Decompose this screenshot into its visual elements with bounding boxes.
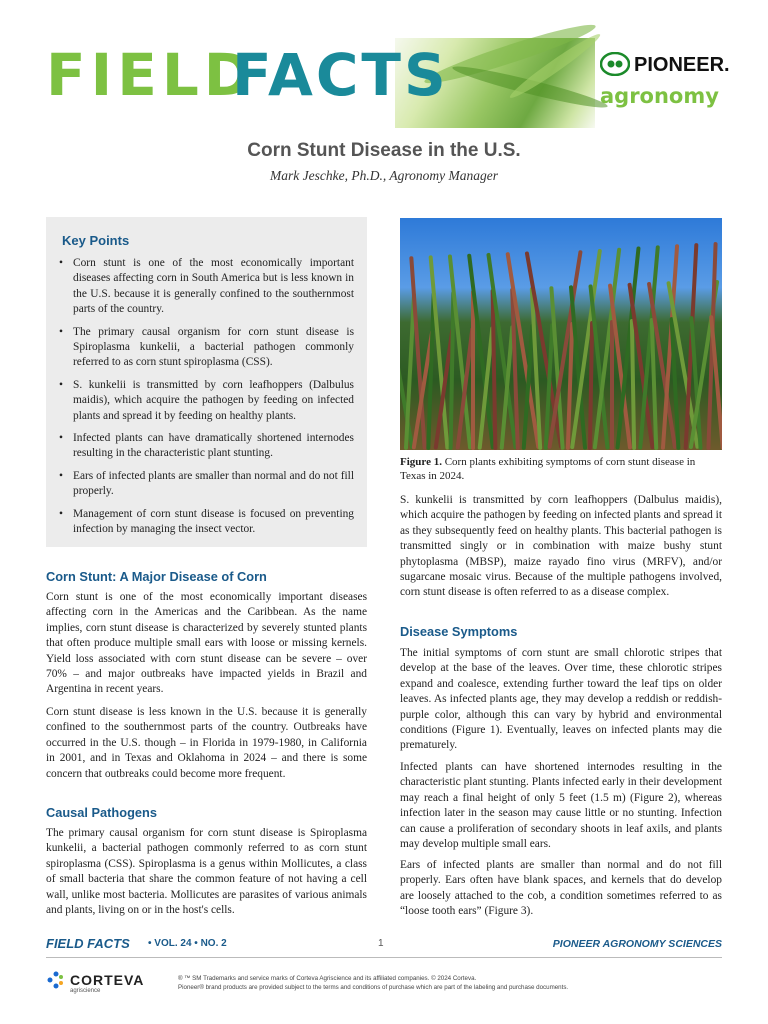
key-point-item: • Corn stunt is one of the most economically important diseases affecting corn in South America but is less known in the U.S. because it is generally confined to the southernmost parts of the country. — [58, 256, 354, 318]
footer-publisher: PIONEER AGRONOMY SCIENCES — [552, 938, 722, 950]
corteva-sub: agriscience — [70, 988, 101, 994]
paragraph: S. kunkelii is transmitted by corn leafhoppers (Dalbulus maidis), which acquire the pathogen by feeding on infected plants and spread it as they subsequently feed on healthy plants. This bacterial pathogen is transmitted singly or in combination with maize bushy stunt phytoplasma (MBSP), maize rayado fino virus (MRFV), and/or sugarcane mosaic virus. Because of the multiple pathogens involved, corn stunt disease is often referred to as a disease complex. — [400, 494, 722, 599]
document-title: Corn Stunt Disease in the U.S. — [247, 140, 521, 161]
pioneer-brand: PIONEER. — [634, 54, 730, 76]
corn-stalk — [610, 320, 614, 450]
page-number: 1 — [378, 938, 384, 949]
key-point-item: • Ears of infected plants are smaller than normal and do not fill properly. — [58, 469, 354, 500]
agronomy-brand: agronomy — [600, 84, 719, 108]
key-point-item: • S. kunkelii is transmitted by corn leafhoppers (Dalbulus maidis), which acquire the pathogen by feeding on infected plants and spread it by feeding on healthy plants. — [58, 378, 354, 424]
corteva-brand: CORTEVA — [70, 972, 145, 988]
figure-1-corn-field-photo — [400, 218, 722, 450]
figure-label: Figure 1. — [400, 456, 442, 468]
key-point-item: • Management of corn stunt disease is focused on preventing infection by managing the insect vector. — [58, 507, 354, 538]
paragraph: Corn stunt is one of the most economically important diseases affecting corn in the Americas and the Caribbean. As the name implies, corn stunt disease is characterized by severely stunted plants that often produce multiple small ears with loose or missing kernels. Yield loss associated with corn stunt disease can be severe – over 70% – and major outbreaks have impacted yields in Brazil and Argentina in recent years. — [46, 591, 367, 696]
section-heading-major-disease: Corn Stunt: A Major Disease of Corn — [46, 569, 267, 584]
paragraph: The initial symptoms of corn stunt are small chlorotic stripes that develop at the base of the leaves. Over time, these chlorotic stripes expand and coalesce, extending further toward the leaf tips on older leaves. As infected plants age, they may develop a reddish or reddish-purple color, although this can vary by hybrid and environmental conditions (Figure 1). Eventually, leaves on infected plants may die prematurely. — [400, 647, 722, 752]
footer-volume: • VOL. 24 • NO. 2 — [148, 938, 227, 949]
legal-line: Pioneer® brand products are provided subject to the terms and conditions of purchase which are part of the labeling and purchase documents. — [178, 984, 569, 991]
masthead-title-field: FIELD — [46, 41, 257, 109]
corteva-logo-icon — [46, 970, 66, 990]
paragraph: Ears of infected plants are smaller than normal and do not fill properly. Ears often have blank spaces, and kernels that do develop are loosely attached to the cob, a condition sometimes referred to as “loose tooth ears” (Figure 3). — [400, 859, 722, 918]
paragraph: Corn stunt disease is less known in the U.S. because it is generally confined to the southernmost parts of the country. Outbreaks have occurred in the U.S. though – in Florida in 1979-1980, in California in 2001, and in Texas and Oklahoma in 2024 – and there is some concern that outbreaks could become more frequent. — [46, 706, 367, 780]
paragraph: The primary causal organism for corn stunt disease is Spiroplasma kunkelii, a bacterial pathogen commonly referred to as corn stunt spiroplasma (CSS). Spiroplasma is a genus within Mollicutes, a class of small bacteria that share the common feature of not having a cell wall, unlike most bacteria. Mollicutes are parasites of various animals and plants, living on or in the host's cells. — [46, 827, 367, 917]
legal-line: ® ™ SM Trademarks and service marks of Corteva Agriscience and its affiliated companies. © 2024 Corteva. — [178, 975, 477, 982]
footer-series: FIELD FACTS — [46, 936, 130, 951]
pioneer-logo-icon — [600, 52, 630, 76]
footer-divider — [46, 957, 722, 958]
figure-caption-text: Corn plants exhibiting symptoms of corn stunt disease in Texas in 2024. — [400, 456, 696, 482]
masthead-title-facts: FACTS — [232, 41, 449, 109]
legal-notice — [178, 974, 568, 992]
key-point-item: • Infected plants can have dramatically shortened internodes resulting in the characteristic plant stunting. — [58, 431, 354, 462]
paragraph: Infected plants can have shortened internodes resulting in the characteristic plant stunting. Plants infected early in their development may reach a final height of only 5 feet (1.5 m) (Figure 2), whereas infection later in the season may cause little or no stunting. Infection can cause a proliferation of secondary shoots in leaf axils, and plants may develop multiple small ears. — [400, 761, 722, 851]
document-author: Mark Jeschke, Ph.D., Agronomy Manager — [270, 168, 498, 183]
section-heading-disease-symptoms: Disease Symptoms — [400, 624, 518, 639]
section-heading-causal-pathogens: Causal Pathogens — [46, 805, 157, 820]
figure-1-caption — [400, 455, 722, 483]
key-points-heading: Key Points — [62, 233, 130, 248]
key-points-list — [58, 256, 354, 545]
key-point-item: • The primary causal organism for corn stunt disease is Spiroplasma kunkelii, a bacterial pathogen commonly referred to as corn stunt spiroplasma (CSS). — [58, 325, 354, 371]
